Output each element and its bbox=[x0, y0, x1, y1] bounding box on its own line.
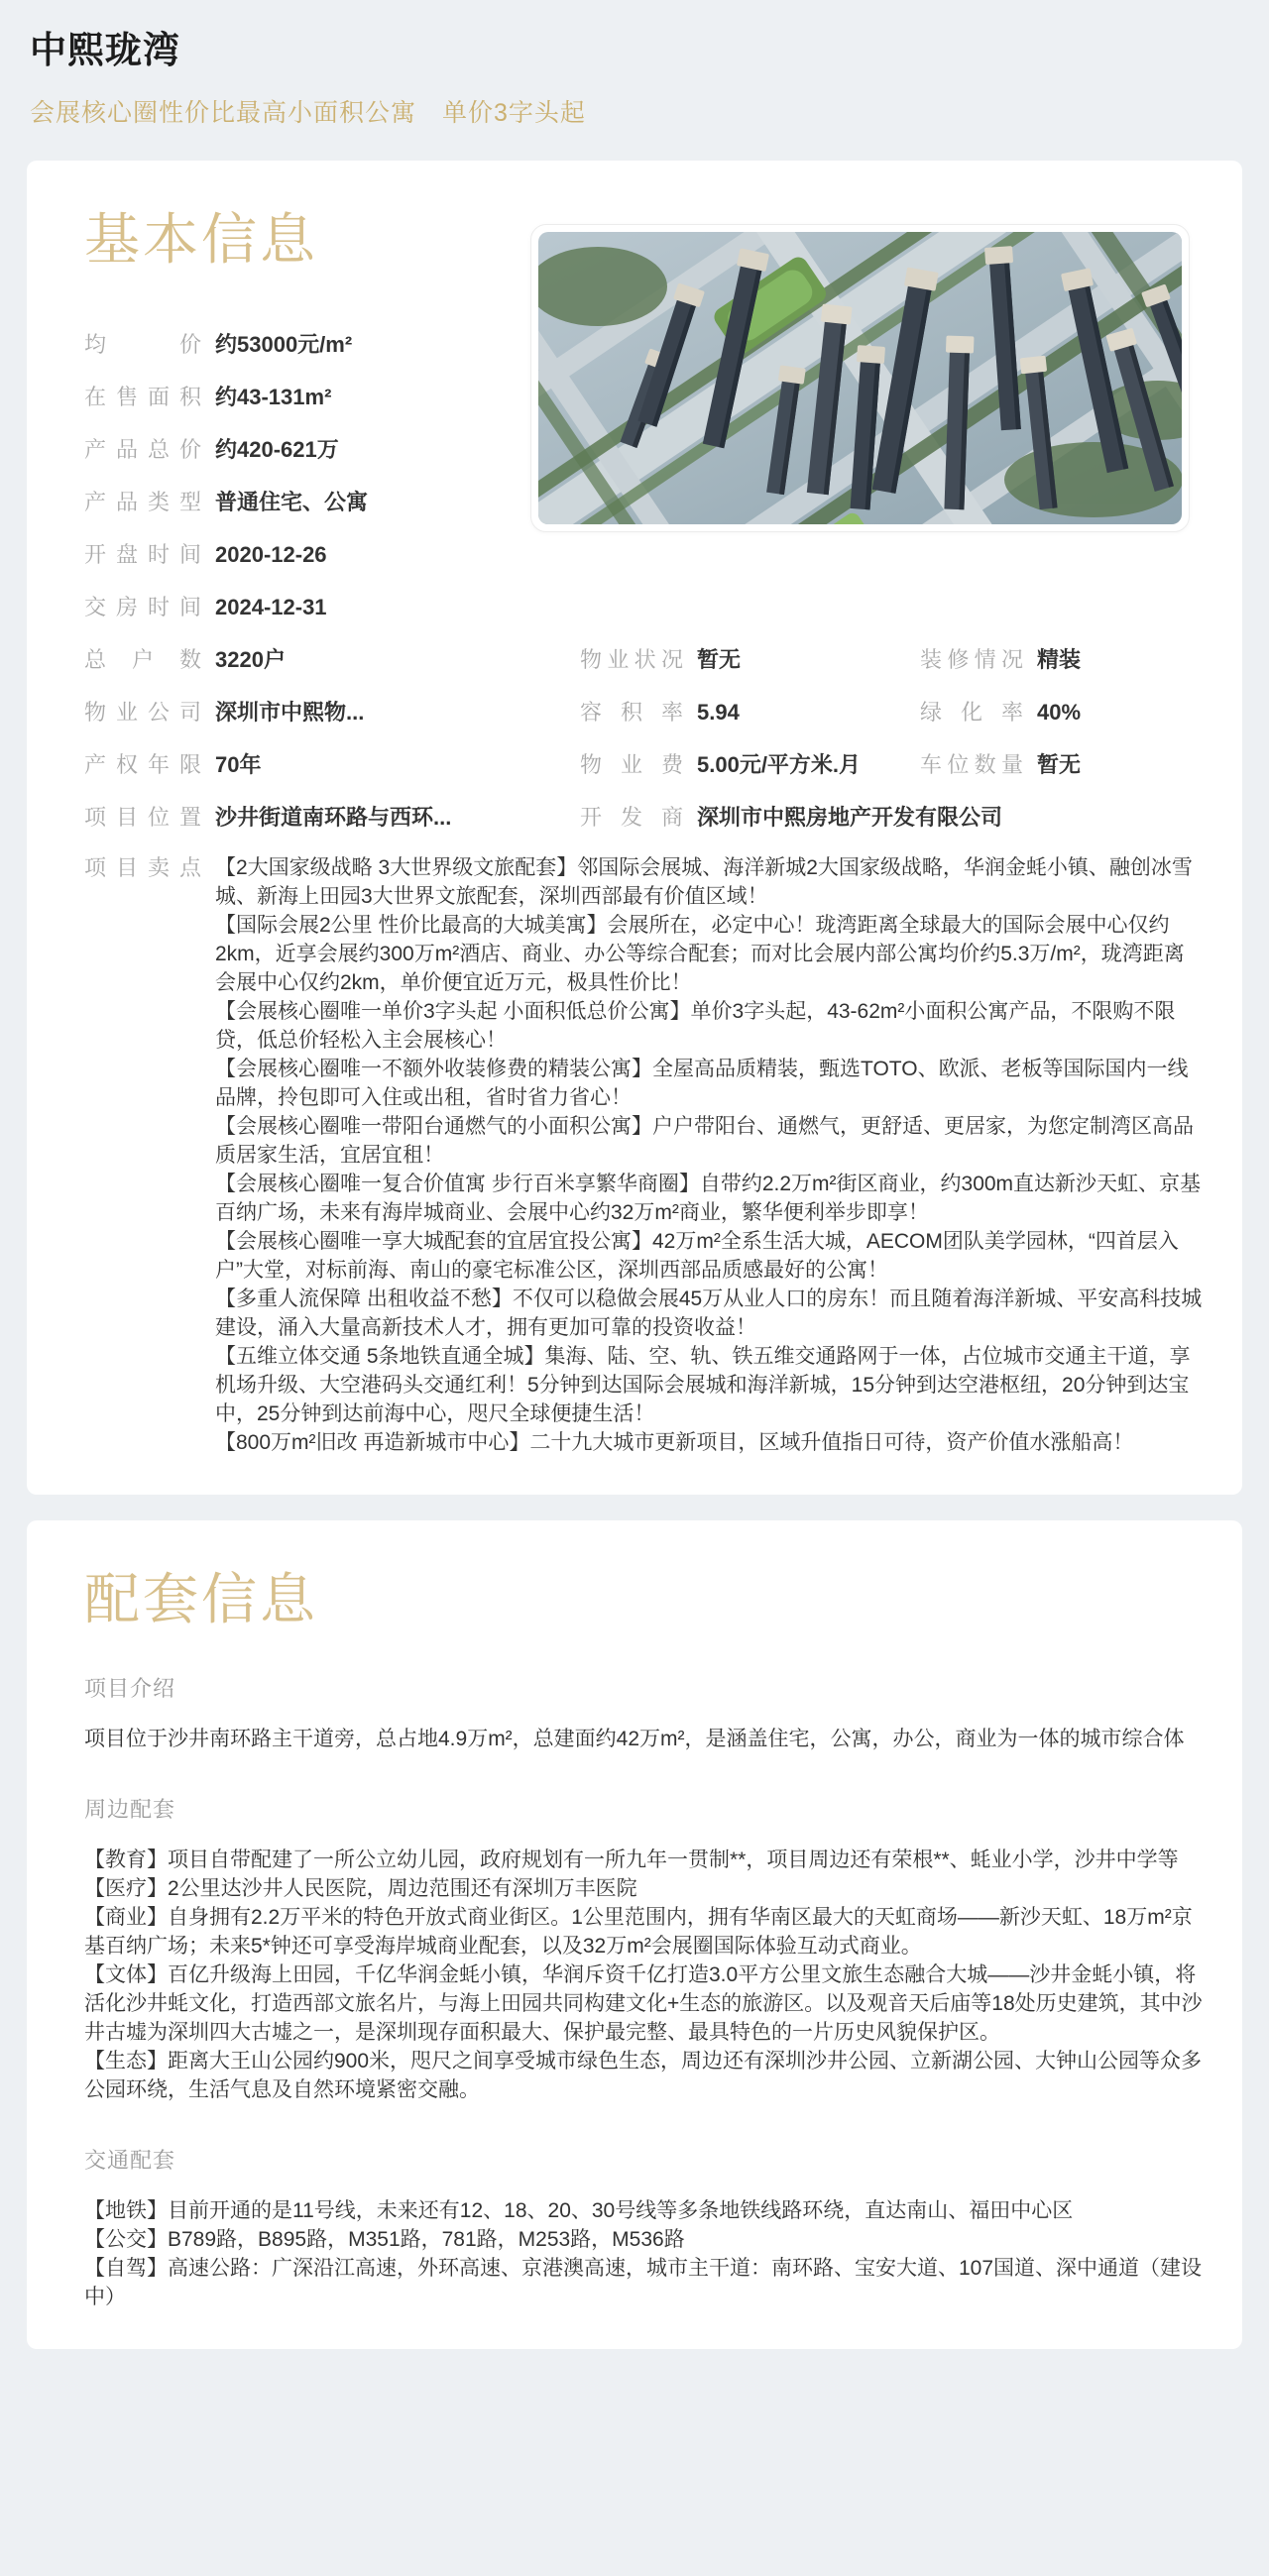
info-label: 绿化率 bbox=[920, 700, 1023, 726]
info-cell bbox=[84, 696, 580, 728]
info-label: 物业费 bbox=[580, 752, 683, 778]
info-cell bbox=[580, 748, 920, 781]
page-subtitle: 会展核心圈性价比最高小面积公寓 单价3字头起 bbox=[30, 99, 586, 127]
basic-info-heading: 基本信息 bbox=[84, 208, 318, 271]
project-render-image bbox=[530, 224, 1190, 532]
info-value: 70年 bbox=[215, 752, 262, 778]
info-cell bbox=[920, 696, 1205, 728]
transport-paragraph-metro: 【地铁】目前开通的是11号线，未来还有12、18、20、30号线等多条地铁线路环绕，直达南山、福田中心区 bbox=[84, 2199, 1074, 2223]
info-label: 产品总价 bbox=[84, 437, 201, 463]
info-value: 2024-12-31 bbox=[215, 595, 327, 620]
info-row-delivery-date bbox=[84, 591, 1205, 623]
sub-section-title-intro: 项目介绍 bbox=[84, 1676, 176, 1702]
info-value: 暂无 bbox=[697, 647, 742, 673]
selling-point-paragraph: 【800万m²旧改 再造新城市中心】二十九大城市更新项目，区域升值指日可待，资产价值水涨船高！ bbox=[215, 1431, 1134, 1455]
info-value: 约420-621万 bbox=[215, 437, 339, 463]
info-label: 开发商 bbox=[580, 805, 683, 831]
selling-point-paragraph: 【2大国家级战略 3大世界级文旅配套】邻国际会展城、海洋新城2大国家级战略，华润金蚝小镇、融创冰雪城、新海上田园3大世界文旅配套，深圳西部最有价值区域！ bbox=[215, 856, 1193, 909]
info-value: 沙井街道南环路与西环... bbox=[215, 805, 452, 831]
info-cell bbox=[84, 801, 580, 834]
info-label: 项目位置 bbox=[84, 805, 201, 831]
selling-point-paragraph: 【会展核心圈唯一不额外收装修费的精装公寓】全屋高品质精装，甄选TOTO、欧派、老板等国际国内一线品牌，拎包即可入住或出租，省时省力省心！ bbox=[215, 1058, 1189, 1110]
intro-paragraph: 项目位于沙井南环路主干道旁，总占地4.9万m²，总建面约42万m²，是涵盖住宅，公寓，办公，商业为一体的城市综合体 bbox=[84, 1728, 1185, 1751]
info-grid-row-2 bbox=[84, 696, 1205, 728]
surroundings-paragraph-medical: 【医疗】2公里达沙井人民医院，周边范围还有深圳万丰医院 bbox=[84, 1877, 637, 1901]
surroundings-paragraph-commerce: 【商业】自身拥有2.2万平米的特色开放式商业街区。1公里范围内，拥有华南区最大的天虹商场——新沙天虹、18万m²京基百纳广场；未来5*钟还可享受海岸城商业配套，以及32万m²会展圈国际体验互动式商业。 bbox=[84, 1906, 1193, 1959]
info-value: 约43-131m² bbox=[215, 385, 332, 410]
transport-paragraph-drive: 【自驾】高速公路：广深沿江高速，外环高速、京港澳高速，城市主干道：南环路、宝安大道、107国道、深中通道（建设中） bbox=[84, 2257, 1203, 2309]
info-label: 车位数量 bbox=[920, 752, 1023, 778]
info-cell bbox=[580, 801, 1205, 834]
info-cell bbox=[920, 748, 1205, 781]
info-grid-row-4 bbox=[84, 801, 1205, 834]
info-label: 在售面积 bbox=[84, 385, 201, 410]
basic-info-card bbox=[27, 161, 1242, 1495]
supporting-info-card bbox=[27, 1520, 1242, 2349]
info-grid-row-1 bbox=[84, 643, 1205, 676]
info-value: 精装 bbox=[1037, 647, 1082, 673]
info-grid-row-3 bbox=[84, 748, 1205, 781]
info-label: 物业状况 bbox=[580, 647, 683, 673]
surroundings-paragraph-education: 【教育】项目自带配建了一所公立幼儿园，政府规划有一所九年一贯制**，项目周边还有荣根**、蚝业小学，沙井中学等 bbox=[84, 1848, 1179, 1872]
info-value: 40% bbox=[1037, 700, 1082, 726]
info-label: 产品类型 bbox=[84, 490, 201, 515]
info-value: 2020-12-26 bbox=[215, 542, 327, 568]
info-value: 约53000元/m² bbox=[215, 332, 353, 358]
info-cell bbox=[580, 643, 920, 676]
sub-section-title-transport: 交通配套 bbox=[84, 2148, 176, 2174]
info-label: 交房时间 bbox=[84, 595, 201, 620]
aerial-render-graphic bbox=[538, 232, 1182, 524]
info-value: 3220户 bbox=[215, 647, 286, 673]
selling-point-paragraph: 【会展核心圈唯一复合价值寓 步行百米享繁华商圈】自带约2.2万m²街区商业，约300m直达新沙天虹、京基百纳广场，未来有海岸城商业、会展中心约32万m²商业，繁华便利举步即享！ bbox=[215, 1173, 1202, 1225]
info-value: 普通住宅、公寓 bbox=[215, 490, 369, 515]
info-value: 5.94 bbox=[697, 700, 740, 726]
info-cell bbox=[84, 748, 580, 781]
info-value: 深圳市中熙物... bbox=[215, 700, 365, 726]
transport-paragraph-bus: 【公交】B789路，B895路，M351路，781路，M253路，M536路 bbox=[84, 2228, 685, 2252]
selling-points-label: 项目卖点 bbox=[84, 855, 201, 881]
surroundings-paragraph-ecology: 【生态】距离大王山公园约900米，咫尺之间享受城市绿色生态，周边还有深圳沙井公园、立新湖公园、大钟山公园等众多公园环绕，生活气息及自然环境紧密交融。 bbox=[84, 2050, 1203, 2102]
info-label: 装修情况 bbox=[920, 647, 1023, 673]
info-label: 均价 bbox=[84, 332, 201, 358]
info-cell bbox=[920, 643, 1205, 676]
info-cell bbox=[580, 696, 920, 728]
selling-point-paragraph: 【多重人流保障 出租收益不愁】不仅可以稳做会展45万从业人口的房东！而且随着海洋新城、平安高科技城建设，涌入大量高新技术人才，拥有更加可靠的投资收益！ bbox=[215, 1288, 1203, 1340]
selling-points bbox=[84, 853, 1205, 1457]
supporting-info-heading: 配套信息 bbox=[84, 1568, 318, 1631]
page-header bbox=[0, 20, 1269, 129]
info-label: 总户数 bbox=[84, 647, 201, 673]
surroundings-paragraph-culture: 【文体】百亿升级海上田园，千亿华润金蚝小镇，华润斥资千亿打造3.0平方公里文旅生态融合大城——沙井金蚝小镇，将活化沙井蚝文化，打造西部文旅名片，与海上田园共同构建文化+生态的旅游区。以及观音天后庙等18处历史建筑，其中沙井古墟为深圳四大古墟之一，是深圳现存面积最大、保护最完整、最具特色的一片历史风貌保护区。 bbox=[84, 1963, 1203, 2045]
selling-point-paragraph: 【会展核心圈唯一享大城配套的宜居宜投公寓】42万m²全系生活大城，AECOM团队美学园林，“四首层入户”大堂，对标前海、南山的豪宅标准公区，深圳西部品质感最好的公寓！ bbox=[215, 1230, 1179, 1283]
selling-point-paragraph: 【会展核心圈唯一带阳台通燃气的小面积公寓】户户带阳台、通燃气，更舒适、更居家，为您定制湾区高品质居家生活，宜居宜租！ bbox=[215, 1115, 1194, 1168]
selling-point-paragraph: 【五维立体交通 5条地铁直通全城】集海、陆、空、轨、铁五维交通路网于一体，占位城市交通主干道，享机场升级、大空港码头交通红利！5分钟到达国际会展城和海洋新城，15分钟到达空港枢纽，20分钟到达宝中，25分钟到达前海中心，咫尺全球便捷生活！ bbox=[215, 1345, 1191, 1426]
selling-point-paragraph: 【国际会展2公里 性价比最高的大城美寓】会展所在，必定中心！珑湾距离全球最大的国际会展中心仅约2km，近享会展约300万m²酒店、商业、办公等综合配套；而对比会展内部公寓均价约5.3万/m²，珑湾距离会展中心仅约2km，单价便宜近万元，极具性价比！ bbox=[215, 914, 1185, 995]
info-row-open-date bbox=[84, 538, 1205, 571]
info-label: 产权年限 bbox=[84, 752, 201, 778]
selling-point-paragraph: 【会展核心圈唯一单价3字头起 小面积低总价公寓】单价3字头起，43-62m²小面积公寓产品，不限购不限贷，低总价轻松入主会展核心！ bbox=[215, 1000, 1176, 1053]
info-value: 深圳市中熙房地产开发有限公司 bbox=[697, 805, 1003, 831]
info-label: 容积率 bbox=[580, 700, 683, 726]
info-value: 暂无 bbox=[1037, 752, 1082, 778]
info-value: 5.00元/平方米.月 bbox=[697, 752, 862, 778]
info-label: 开盘时间 bbox=[84, 542, 201, 568]
info-label: 物业公司 bbox=[84, 700, 201, 726]
selling-points-text bbox=[215, 853, 1205, 1457]
page-title: 中熙珑湾 bbox=[30, 30, 180, 70]
info-cell bbox=[84, 643, 580, 676]
supporting-info-body bbox=[57, 1672, 1205, 2311]
sub-section-title-surroundings: 周边配套 bbox=[84, 1797, 176, 1823]
